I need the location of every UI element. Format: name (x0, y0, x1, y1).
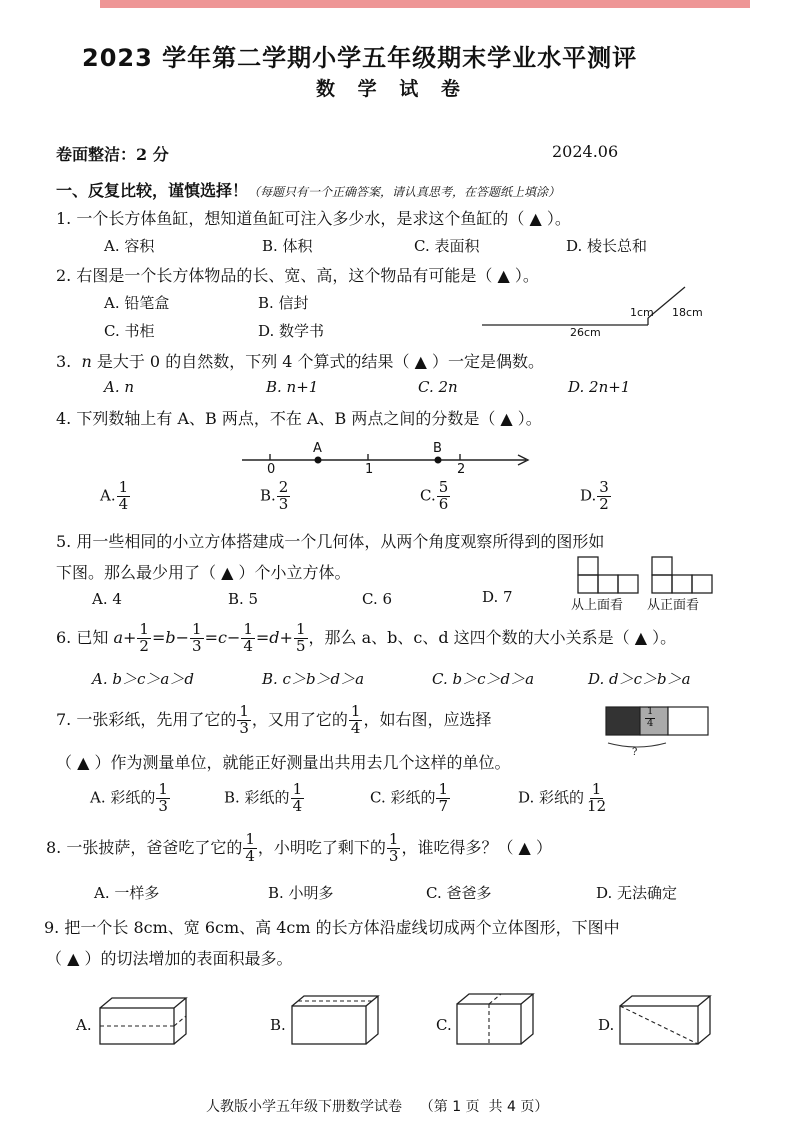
q8-option-a[interactable]: A. 一样多 (94, 884, 160, 902)
q9-figure-b (290, 994, 382, 1048)
exam-subtitle: 数 学 试 卷 (316, 78, 468, 100)
question-6: 6. 已知 a+ $\frac{1}{2}$ =b− $\frac{1}{3}$ =c− $\frac{1}{4}$ =d+ $\frac{1}{5}$ ，那么 a、b、c、d 这四个数的大小关系是（ ▲ ）。 (56, 620, 677, 655)
q6-option-d[interactable]: D. d＞c＞b＞a (588, 670, 691, 688)
q6-option-c[interactable]: C. b＞c＞d＞a (432, 670, 535, 688)
q2-option-b[interactable]: B. 信封 (258, 294, 309, 312)
axis-label-2: 2 (457, 462, 466, 477)
question-3: 3. n 是大于 0 的自然数，下列 4 个算式的结果（ ▲ ）一定是偶数。 (56, 352, 545, 371)
q2-option-a[interactable]: A. 铅笔盒 (104, 294, 170, 312)
q4-number-line (240, 440, 540, 480)
q8-option-d[interactable]: D. 无法确定 (596, 884, 678, 902)
q6-option-a[interactable]: A. b＞c＞a＞d (92, 670, 194, 688)
q9-option-c[interactable]: C. (436, 1016, 452, 1034)
q9-option-b[interactable]: B. (270, 1016, 286, 1034)
section-title: 一、反复比较，谨慎选择！ (56, 181, 249, 200)
question-9-line2: （ ▲ ）的切法增加的表面积最多。 (46, 949, 293, 968)
q5-option-b[interactable]: B. 5 (228, 590, 259, 608)
q9-figure-c (455, 992, 537, 1048)
q5-option-d[interactable]: D. 7 (482, 588, 513, 606)
exam-date: 2024.06 (552, 142, 619, 161)
q9-figure-d (618, 994, 714, 1048)
axis-point-b: B (433, 441, 442, 456)
q1-option-d[interactable]: D. 棱长总和 (566, 237, 648, 255)
question-5-line1: 5. 用一些相同的小立方体搭建成一个几何体，从两个角度观察所得到的图形如 (56, 532, 605, 551)
axis-point-a: A (313, 441, 322, 456)
q7-paper-strip-figure (604, 705, 710, 757)
axis-label-0: 0 (267, 462, 276, 477)
q5-front-view-figure (650, 555, 714, 597)
q1-option-a[interactable]: A. 容积 (104, 237, 155, 255)
q2-option-d[interactable]: D. 数学书 (258, 322, 325, 340)
q1-option-c[interactable]: C. 表面积 (414, 237, 480, 255)
q5-top-view-figure (576, 555, 640, 597)
q8-option-c[interactable]: C. 爸爸多 (426, 884, 492, 902)
q7-option-d[interactable]: D. 彩纸的 $\frac{1}{12}$ (518, 780, 607, 815)
q2-length-label: 26cm (570, 326, 601, 339)
q3-option-a[interactable]: A. n (104, 378, 135, 396)
q7-option-b[interactable]: B. 彩纸的 $\frac{1}{4}$ (224, 780, 303, 815)
top-decoration-bar (100, 0, 750, 8)
q7-option-c[interactable]: C. 彩纸的 $\frac{1}{7}$ (370, 780, 449, 815)
q5-option-c[interactable]: C. 6 (362, 590, 393, 608)
q4-option-d[interactable]: D. $\frac{3}{2}$ (580, 478, 609, 513)
q8-option-b[interactable]: B. 小明多 (268, 884, 334, 902)
q7-option-a[interactable]: A. 彩纸的 $\frac{1}{3}$ (90, 780, 168, 815)
question-1: 1. 一个长方体鱼缸，想知道鱼缸可注入多少水，是求这个鱼缸的（ ▲ ）。 (56, 209, 571, 228)
q7-figure-fraction: $\frac{1}{4}$ (647, 706, 654, 729)
section-note: （每题只有一个正确答案，请认真思考，在答题纸上填涂） (248, 185, 561, 199)
page-footer: 人教版小学五年级下册数学试卷 （第 1 页 共 4 页） (206, 1099, 549, 1115)
question-7-line1: 7. 一张彩纸，先用了它的 $\frac{1}{3}$ ，又用了它的 $\frac{1}{4}$ ，如右图，应选择 (56, 702, 492, 737)
q9-option-d[interactable]: D. (598, 1016, 615, 1034)
q3-option-d[interactable]: D. 2n+1 (568, 378, 631, 396)
q3-option-c[interactable]: C. 2n (418, 378, 458, 396)
question-4: 4. 下列数轴上有 A、B 两点，不在 A、B 两点之间的分数是（ ▲ ）。 (56, 409, 542, 428)
q4-option-b[interactable]: B. $\frac{2}{3}$ (260, 478, 289, 513)
q3-option-b[interactable]: B. n+1 (266, 378, 319, 396)
q4-option-a[interactable]: A. $\frac{1}{4}$ (100, 478, 129, 513)
q7-figure-question-mark: ? (632, 747, 638, 758)
q9-figure-a (98, 996, 190, 1048)
q5-top-view-label: 从上面看 (571, 598, 624, 613)
q5-front-view-label: 从正面看 (647, 598, 700, 613)
q4-option-c[interactable]: C. $\frac{5}{6}$ (420, 478, 449, 513)
question-8: 8. 一张披萨，爸爸吃了它的 $\frac{1}{4}$ ，小明吃了剩下的 $\frac{1}{3}$ ，谁吃得多？（ ▲ ） (46, 830, 552, 865)
q6-option-b[interactable]: B. c＞b＞d＞a (262, 670, 365, 688)
q2-height-label: 1cm (630, 306, 654, 319)
q2-width-label: 18cm (672, 306, 703, 319)
q2-option-c[interactable]: C. 书柜 (104, 322, 155, 340)
question-5-line2: 下图。那么最少用了（ ▲ ）个小立方体。 (56, 563, 351, 582)
exam-title: 2023 学年第二学期小学五年级期末学业水平测评 (82, 44, 638, 72)
axis-label-1: 1 (365, 462, 374, 477)
question-7-line2: （ ▲ ）作为测量单位，就能正好测量出共用去几个这样的单位。 (56, 753, 511, 772)
q5-option-a[interactable]: A. 4 (92, 590, 122, 608)
q9-option-a[interactable]: A. (76, 1016, 92, 1034)
question-9-line1: 9. 把一个长 8cm、宽 6cm、高 4cm 的长方体沿虚线切成两个立体图形，下图中 (44, 918, 620, 937)
question-2: 2. 右图是一个长方体物品的长、宽、高，这个物品有可能是（ ▲ ）。 (56, 266, 539, 285)
neatness-score: 卷面整洁：2 分 (56, 145, 169, 164)
q1-option-b[interactable]: B. 体积 (262, 237, 313, 255)
section-heading (56, 178, 560, 201)
